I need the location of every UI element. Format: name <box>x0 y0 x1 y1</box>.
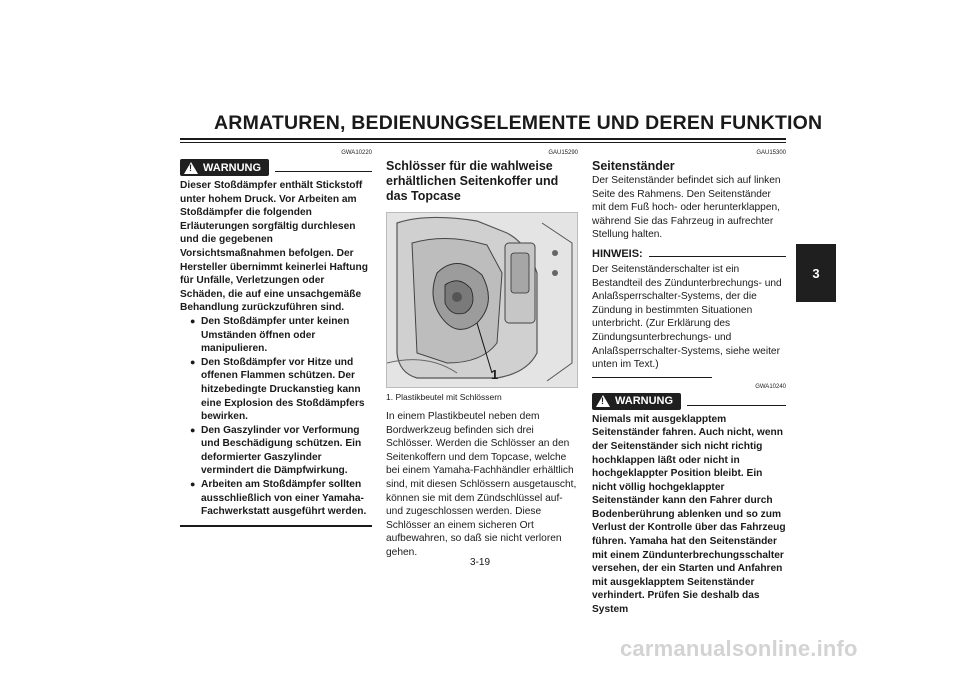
locks-body-text: In einem Plastikbeutel neben dem Bordwerkzeug befinden sich drei Schlösser. Werden die Schlösser an den Seitenkoffern und dem Topcase, welche bei einem Yamaha-Fachhändler erhältlich sind, mit diesen Schlössern ausgetauscht, können sie mit dem Zündschlüssel auf- und zugeschlossen werden. Diese Schlösser an einem sicheren Ort aufbewahren, so daß sie nicht verloren gehen. <box>386 411 577 558</box>
storage-compartment-illustration <box>387 213 577 387</box>
list-item: ● Arbeiten am Stoßdämpfer sollten ausschließlich von einer Yamaha-Fachwerkstatt ausgeführt werden. <box>190 478 372 519</box>
list-item: ● Den Gaszylinder vor Verformung und Beschädigung schützen. Ein deformierter Gaszylinder vermindert die Dämpfwirkung. <box>190 424 372 478</box>
warning-rule <box>687 405 786 406</box>
note-end-rule <box>592 377 712 378</box>
list-item: ● Den Stoßdämpfer unter keinen Umständen öffnen oder manipulieren. <box>190 315 372 356</box>
column-warning-shock <box>180 150 372 527</box>
title-rule <box>180 138 786 140</box>
figure-callout-label: 1 <box>491 367 499 382</box>
section-title: Schlösser für die wahlweise erhältlichen Seitenkoffer und das Topcase <box>386 159 559 203</box>
warning-header <box>592 393 786 410</box>
note-body: Der Seitenständerschalter ist ein Bestandteil des Zündunterbrechungs- und Anlaßsperrschalter-Systems, der die Zündung in bestimmten Situationen unterbricht. (Zur Erklärung des Zündungsunterbrechungs- und Anlaßsperrschalter-Systems, siehe weiter unten im Text.) <box>592 263 782 371</box>
warning-rule <box>275 171 372 172</box>
reference-code: GAU15290 <box>548 150 578 156</box>
warning-badge <box>180 159 269 176</box>
note-rule <box>649 256 786 257</box>
title-rule-thin <box>180 142 786 143</box>
reference-code: GWA10220 <box>341 150 372 156</box>
warning-triangle-icon <box>596 395 610 407</box>
warning-end-rule <box>180 525 372 527</box>
sidestand-body-text: Der Seitenständer befindet sich auf linken Seite des Rahmens. Den Seitenständer mit dem Fuß hoch- oder herunterklappen, während Sie das Fahrzeug in aufrechter Stellung halten. <box>592 175 781 241</box>
warning-triangle-icon <box>184 162 198 174</box>
note-header <box>592 248 786 260</box>
watermark: carmanualsonline.info <box>620 636 858 661</box>
column-sidestand <box>592 150 786 617</box>
section-title: Seitenständer <box>592 159 675 173</box>
chapter-tab[interactable]: 3 <box>796 244 836 302</box>
page-title: ARMATUREN, BEDIENUNGSELEMENTE UND DEREN FUNKTION <box>214 112 823 134</box>
warning-bullet-list <box>180 315 372 519</box>
list-item: ● Den Stoßdämpfer vor Hitze und offenen Flammen schützen. Der hitzebedingte Druckanstieg kann eine Explosion des Stoßdämpfers bewirken. <box>190 356 372 424</box>
reference-code: GWA10240 <box>755 383 786 390</box>
figure-caption: 1. Plastikbeutel mit Schlössern <box>386 392 502 402</box>
warning-header <box>180 159 372 176</box>
sidestand-warning-body: Niemals mit ausgeklapptem Seitenständer fahren. Auch nicht, wenn der Seitenständer sich nicht richtig hochklappen läßt oder nicht in hochgeklappter Position bleibt. Ein nicht völlig hochgeklappter Seitenständer kann den Fahrer durch Bodenberührung ablenken und so zum Verlust der Kontrolle über das Fahrzeug führen. Yamaha hat den Seitenständer mit einem Zündunterbrechungsschalter versehen, der ein Starten und Anfahren mit ausgeklapptem Seitenständer verhindert. Prüfen Sie deshalb das System <box>592 413 786 616</box>
warning-intro: Dieser Stoßdämpfer enthält Stickstoff unter hohem Druck. Vor Arbeiten am Stoßdämpfer die folgenden Erläuterungen sorgfältig durchlesen und die gegebenen Vorsichtsmaßnahmen befolgen. Der Hersteller übernimmt keinerlei Haftung für Unfälle, Verletzungen oder Schäden, die auf eine unsachgemäße Behandlung zurückzuführen sind. <box>180 180 368 314</box>
reference-code: GAU15300 <box>756 150 786 156</box>
warning-badge <box>592 393 681 410</box>
page-number: 3-19 <box>469 557 490 568</box>
locks-figure <box>386 212 578 388</box>
warning-label: WARNUNG <box>615 395 674 408</box>
note-label: HINWEIS: <box>592 247 643 260</box>
column-locks <box>386 150 578 560</box>
warning-label: WARNUNG <box>203 161 262 174</box>
